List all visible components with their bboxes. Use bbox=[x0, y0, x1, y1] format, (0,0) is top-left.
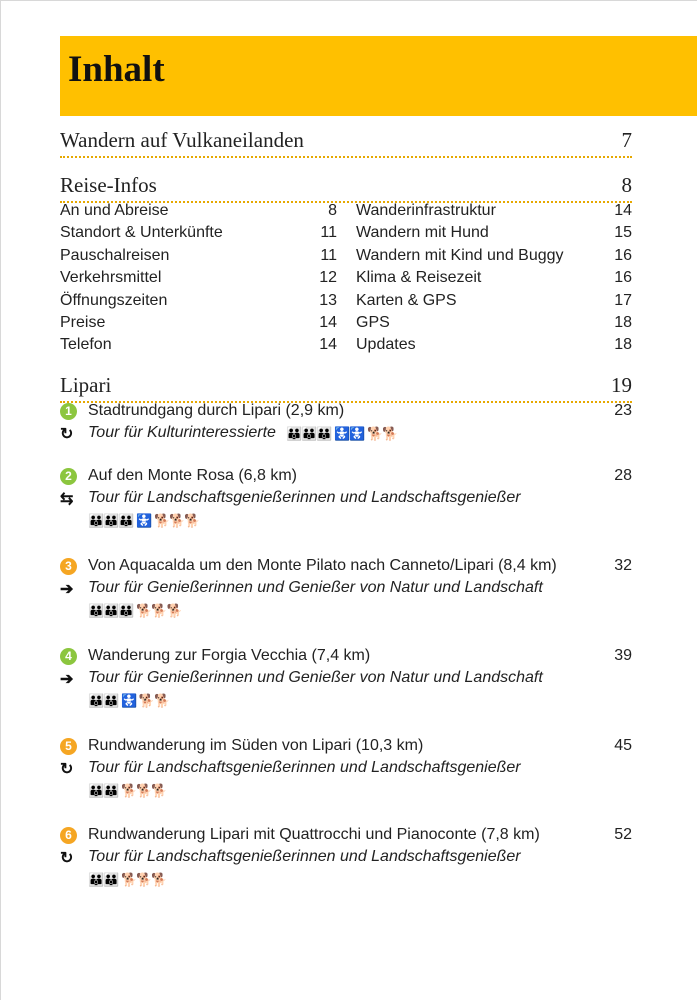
toc-entry[interactable] bbox=[60, 334, 337, 356]
toc-entry[interactable] bbox=[356, 222, 632, 244]
tour-number-icon: 3 bbox=[60, 558, 77, 575]
tour-description: Tour für Genießerinnen und Genießer von Natur und Landschaft bbox=[88, 669, 543, 686]
right-arrow-icon: ➔ bbox=[60, 671, 74, 688]
toc-entry[interactable] bbox=[356, 312, 632, 334]
entry-label: Pauschalreisen bbox=[60, 246, 170, 264]
entry-label: Karten & GPS bbox=[356, 291, 457, 309]
tour-suitability-icons: 👪👪👪 🚼 🐕🐕🐕 bbox=[88, 513, 200, 528]
tour-suitability-icons: 👪👪👪 🐕🐕🐕 bbox=[88, 603, 182, 618]
tour-number-icon: 6 bbox=[60, 827, 77, 844]
toc-entry[interactable] bbox=[356, 267, 632, 289]
entry-page: 18 bbox=[614, 314, 632, 331]
tour-title: Stadtrundgang durch Lipari (2,9 km) bbox=[88, 402, 345, 419]
entry-page: 13 bbox=[319, 291, 337, 309]
tour-desc-line-1 bbox=[60, 424, 632, 446]
loop-arrow-icon: ↻ bbox=[60, 850, 74, 867]
loop-arrow-icon: ↻ bbox=[60, 761, 74, 778]
loop-arrow-icon: ↻ bbox=[60, 426, 74, 443]
entry-page: 11 bbox=[320, 246, 337, 264]
tour-description: Tour für Landschaftsgenießerinnen und Landschaftsgenießer bbox=[88, 848, 521, 865]
section-title: Reise-Infos bbox=[60, 173, 157, 197]
tour-description: Tour für Kulturinteressierte bbox=[88, 424, 276, 441]
right-arrow-icon: ➔ bbox=[60, 581, 74, 598]
entry-label: Öffnungszeiten bbox=[60, 291, 168, 309]
tour-title: Wanderung zur Forgia Vecchia (7,4 km) bbox=[88, 647, 371, 664]
tour-number-icon: 5 bbox=[60, 738, 77, 755]
toc-entry[interactable] bbox=[356, 290, 632, 312]
toc-entry[interactable] bbox=[60, 290, 337, 312]
toc-entry[interactable] bbox=[356, 200, 632, 222]
section-page: 8 bbox=[621, 173, 632, 197]
tour-number-icon: 4 bbox=[60, 648, 77, 665]
toc-entry[interactable] bbox=[356, 245, 632, 267]
entry-label: Standort & Unterkünfte bbox=[60, 224, 223, 242]
entry-label: Updates bbox=[356, 336, 416, 354]
tour-suitability-icons: 👪👪👪 🚼🚼 🐕🐕 bbox=[286, 426, 398, 441]
tour-entry-6[interactable] bbox=[60, 826, 632, 848]
tour-page: 32 bbox=[614, 557, 632, 574]
reiseinfos-left-column bbox=[60, 200, 337, 360]
section-page: 7 bbox=[621, 128, 632, 152]
tour-page: 28 bbox=[614, 467, 632, 484]
tour-page: 45 bbox=[614, 737, 632, 754]
two-way-arrow-icon: ⇆ bbox=[60, 491, 74, 508]
toc-entry[interactable] bbox=[60, 267, 337, 289]
tour-entry-1[interactable] bbox=[60, 402, 632, 424]
tour-page: 39 bbox=[614, 647, 632, 664]
tour-desc-line-2 bbox=[60, 489, 632, 533]
tour-desc-line-4 bbox=[60, 669, 632, 713]
entry-page: 16 bbox=[614, 269, 632, 287]
toc-entry[interactable] bbox=[60, 245, 337, 267]
entry-label: An und Abreise bbox=[60, 202, 169, 219]
tour-description: Tour für Genießerinnen und Genießer von Natur und Landschaft bbox=[88, 579, 543, 596]
tour-number-icon: 1 bbox=[60, 403, 77, 420]
entry-label: Verkehrsmittel bbox=[60, 269, 162, 287]
entry-page: 11 bbox=[320, 224, 337, 242]
tour-title: Rundwanderung im Süden von Lipari (10,3 km) bbox=[88, 737, 424, 754]
entry-label: Wanderinfrastruktur bbox=[356, 202, 496, 219]
tour-suitability-icons: 👪👪 🚼 🐕🐕 bbox=[88, 693, 170, 708]
tour-suitability-icons: 👪👪 🐕🐕🐕 bbox=[88, 783, 167, 798]
entry-page: 14 bbox=[319, 336, 337, 354]
tour-entry-4[interactable] bbox=[60, 647, 632, 669]
tour-suitability-icons: 👪👪 🐕🐕🐕 bbox=[88, 872, 167, 887]
entry-page: 14 bbox=[319, 314, 337, 331]
entry-label: Klima & Reisezeit bbox=[356, 269, 482, 287]
tour-description: Tour für Landschaftsgenießerinnen und Landschaftsgenießer bbox=[88, 489, 521, 506]
entry-page: 15 bbox=[614, 224, 632, 242]
tour-description: Tour für Landschaftsgenießerinnen und Landschaftsgenießer bbox=[88, 759, 521, 776]
tour-desc-line-3 bbox=[60, 579, 632, 623]
toc-section-reiseinfos[interactable] bbox=[60, 173, 632, 203]
toc-entry[interactable] bbox=[60, 200, 337, 222]
tour-desc-line-5 bbox=[60, 759, 632, 803]
tour-title: Von Aquacalda um den Monte Pilato nach Canneto/Lipari (8,4 km) bbox=[88, 557, 557, 574]
entry-label: Wandern mit Hund bbox=[356, 224, 489, 242]
entry-page: 18 bbox=[614, 336, 632, 354]
tour-title: Auf den Monte Rosa (6,8 km) bbox=[88, 467, 297, 484]
tour-title: Rundwanderung Lipari mit Quattrocchi und Pianoconte (7,8 km) bbox=[88, 826, 540, 843]
section-page: 19 bbox=[611, 373, 632, 397]
entry-page: 8 bbox=[328, 202, 337, 219]
entry-page: 17 bbox=[614, 291, 632, 309]
tour-entry-3[interactable] bbox=[60, 557, 632, 579]
toc-section-lipari[interactable] bbox=[60, 373, 632, 403]
toc-entry[interactable] bbox=[60, 312, 337, 334]
header-bar bbox=[60, 36, 697, 116]
entry-label: Preise bbox=[60, 314, 106, 331]
section-title: Wandern auf Vulkaneilanden bbox=[60, 128, 304, 152]
entry-page: 14 bbox=[614, 202, 632, 219]
entry-page: 12 bbox=[319, 269, 337, 287]
tour-number-icon: 2 bbox=[60, 468, 77, 485]
page-title: Inhalt bbox=[68, 49, 165, 90]
section-title: Lipari bbox=[60, 373, 112, 397]
toc-section-wandern[interactable] bbox=[60, 128, 632, 158]
entry-page: 16 bbox=[614, 246, 632, 264]
entry-label: GPS bbox=[356, 314, 390, 331]
reiseinfos-right-column bbox=[356, 200, 632, 360]
tour-entry-2[interactable] bbox=[60, 467, 632, 489]
tour-entry-5[interactable] bbox=[60, 737, 632, 759]
toc-entry[interactable] bbox=[60, 222, 337, 244]
entry-label: Telefon bbox=[60, 336, 112, 354]
entry-label: Wandern mit Kind und Buggy bbox=[356, 246, 564, 264]
toc-entry[interactable] bbox=[356, 334, 632, 356]
tour-page: 52 bbox=[614, 826, 632, 843]
tour-desc-line-6 bbox=[60, 848, 632, 892]
tour-page: 23 bbox=[614, 402, 632, 419]
